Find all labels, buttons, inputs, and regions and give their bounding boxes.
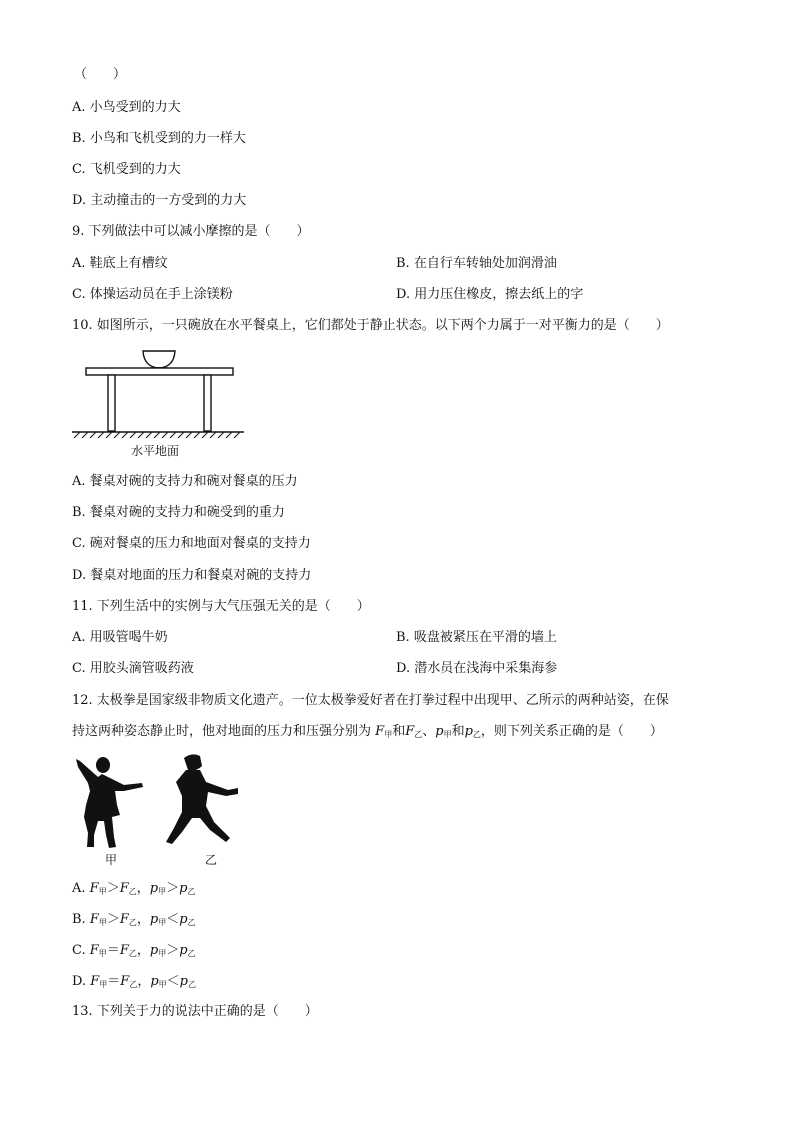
table-leg-right: [204, 375, 211, 431]
table-bowl-figure: [70, 343, 250, 439]
q9-option-a: A. 鞋底上有槽纹: [72, 256, 168, 271]
ground-hatch: [74, 432, 240, 438]
q11-option-b: B. 吸盘被紧压在平滑的墙上: [396, 630, 557, 645]
q8-option-d: D. 主动撞击的一方受到的力大: [72, 193, 247, 208]
q12-stem-line2: 持这两种姿态静止时，他对地面的压力和压强分别为 $F_甲$和$F_乙$、$p_甲$和$p_乙$，则下列关系正确的是（ ）: [72, 724, 663, 739]
q9-option-d: D. 用力压住橡皮，擦去纸上的字: [396, 287, 584, 302]
table-top: [86, 368, 233, 375]
taichi-figure-yi: [162, 752, 242, 852]
q13-stem: 13. 下列关于力的说法中正确的是（ ）: [72, 1004, 318, 1019]
q10-option-d: D. 餐桌对地面的压力和餐桌对碗的支持力: [72, 568, 312, 583]
q8-option-c: C. 飞机受到的力大: [72, 162, 181, 177]
q9-stem: 9. 下列做法中可以减小摩擦的是（ ）: [72, 224, 310, 239]
q10-stem: 10. 如图所示，一只碗放在水平餐桌上，它们都处于静止状态。以下两个力属于一对平衡力的是（ ）: [72, 318, 669, 333]
q11-option-c: C. 用胶头滴管吸药液: [72, 661, 194, 676]
q11-option-d: D. 潜水员在浅海中采集海参: [396, 661, 558, 676]
table-leg-left: [108, 375, 115, 431]
q8-paren: （ ）: [74, 67, 127, 82]
q12-option-c: C. $F_甲=F_乙$，$p_甲>p_乙$: [72, 943, 196, 958]
figure-caption-ground: 水平地面: [131, 444, 180, 458]
q8-option-a: A. 小鸟受到的力大: [72, 100, 181, 115]
q8-option-b: B. 小鸟和飞机受到的力一样大: [72, 131, 246, 146]
q10-option-c: C. 碗对餐桌的压力和地面对餐桌的支持力: [72, 536, 311, 551]
taichi-figure-jia: [72, 755, 148, 851]
q12-option-d: D. $F_甲=F_乙$，$p_甲<p_乙$: [72, 974, 196, 989]
caption-yi: 乙: [205, 853, 218, 867]
q9-option-b: B. 在自行车转轴处加润滑油: [396, 256, 557, 271]
q10-option-b: B. 餐桌对碗的支持力和碗受到的重力: [72, 505, 285, 520]
q9-option-c: C. 体操运动员在手上涂镁粉: [72, 287, 233, 302]
caption-jia: 甲: [105, 853, 118, 867]
q11-option-a: A. 用吸管喝牛奶: [72, 630, 168, 645]
bowl: [143, 351, 175, 368]
q11-stem: 11. 下列生活中的实例与大气压强无关的是（ ）: [72, 599, 370, 614]
q12-option-a: A. $F_甲>F_乙$，$p_甲>p_乙$: [72, 881, 196, 896]
q12-stem-line1: 12. 太极拳是国家级非物质文化遗产。一位太极拳爱好者在打拳过程中出现甲、乙所示的两种站姿，在保: [72, 693, 669, 708]
q12-option-b: B. $F_甲>F_乙$，$p_甲<p_乙$: [72, 912, 196, 927]
q10-option-a: A. 餐桌对碗的支持力和碗对餐桌的压力: [72, 474, 298, 489]
